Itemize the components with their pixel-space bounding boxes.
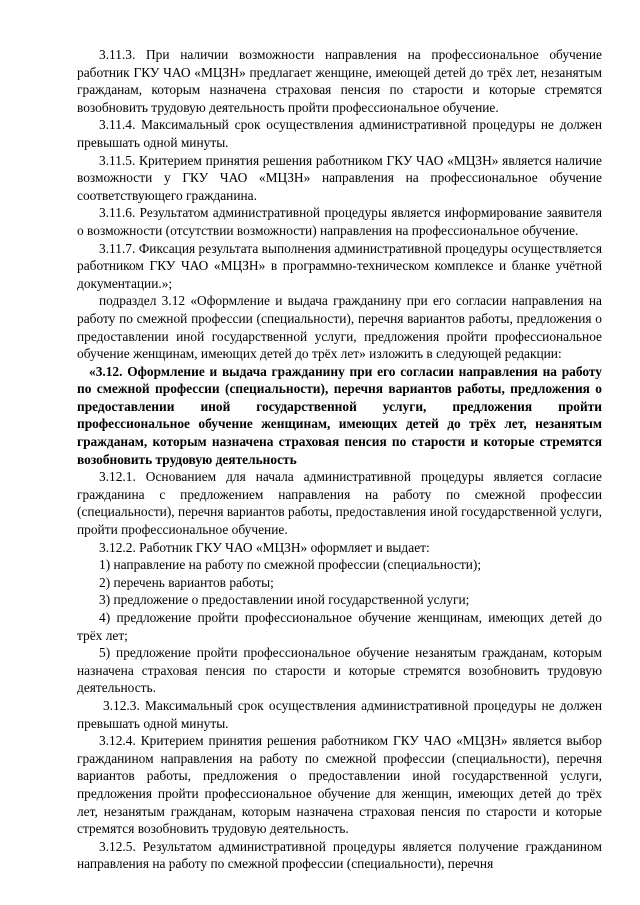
section-heading-3-12: «3.12. Оформление и выдача гражданину при его согласии направления на работу по смежной профессии (специальности), перечня вариантов работы, предложения о предоставлении иной государственной услуги, предложения пройти профессиональное обучение женщинам, имеющих детей до трёх лет, незанятым гражданам, которым назначена страховая пенсия по старости и которые стремятся возобновить трудовую деятельность (77, 363, 602, 467)
document-page (77, 46, 602, 873)
list-item-5: 5) предложение пройти профессиональное обучение незанятым гражданам, которым назначена страховая пенсия по старости и которые стремятся возобновить трудовую деятельность. (77, 645, 602, 696)
paragraph-3-11-4: 3.11.4. Максимальный срок осуществления административной процедуры не должен превышать одной минуты. (77, 117, 602, 150)
paragraph-3-11-6: 3.11.6. Результатом административной процедуры является информирование заявителя о возможности (отсутствии возможности) направления на профессиональное обучение. (77, 205, 602, 238)
list-item-3: 3) предложение о предоставлении иной государственной услуги; (99, 592, 470, 608)
list-item-4: 4) предложение пройти профессиональное обучение женщинам, имеющих детей до трёх лет; (77, 610, 602, 643)
list-item-1: 1) направление на работу по смежной профессии (специальности); (99, 557, 482, 573)
paragraph-3-12-5: 3.12.5. Результатом административной процедуры является получение гражданином направления на работу по смежной профессии (специальности), перечня (77, 838, 602, 872)
paragraph-3-12-2: 3.12.2. Работник ГКУ ЧАО «МЦЗН» оформляет и выдает: (99, 539, 430, 555)
list-item-2: 2) перечень вариантов работы; (99, 574, 274, 590)
paragraph-3-12-1: 3.12.1. Основанием для начала административной процедуры является согласие гражданина с предложением направления на работу по смежной профессии (специальности), перечня вариантов работы, предоставления иной государственной услуги, пройти профессиональное обучение. (77, 469, 602, 538)
paragraph-3-11-3: 3.11.3. При наличии возможности направления на профессиональное обучение работник ГКУ ЧАО «МЦЗН» предлагает женщине, имеющей детей до трёх лет, незанятым гражданам, которым назначена страховая пенсия по старости и которые стремятся возобновить трудовую деятельность пройти профессиональное обучение. (77, 47, 602, 115)
paragraph-3-12-4: 3.12.4. Критерием принятия решения работником ГКУ ЧАО «МЦЗН» является выбор гражданином направления на работу по смежной профессии (специальности), перечня вариантов работы, предложения о предоставлении иной государственной услуги, предложения пройти профессиональное обучение для женщин, имеющих детей до трёх лет, незанятым гражданам, которым назначена страховая пенсия по старости и которые стремятся возобновить трудовую деятельность. (77, 733, 602, 837)
paragraph-3-11-5: 3.11.5. Критерием принятия решения работником ГКУ ЧАО «МЦЗН» является наличие возможности у ГКУ ЧАО «МЦЗН» направления на профессиональное обучение соответствующего гражданина. (77, 152, 602, 203)
paragraph-3-11-7: 3.11.7. Фиксация результата выполнения административной процедуры осуществляется работником ГКУ ЧАО «МЦЗН» в программно-техническом комплексе и бланке учётной документации.»; (77, 240, 602, 291)
paragraph-3-12-3: 3.12.3. Максимальный срок осуществления административной процедуры не должен превышать одной минуты. (77, 697, 602, 731)
paragraph-subsection-3-12-intro: подраздел 3.12 «Оформление и выдача гражданину при его согласии направления на работу по смежной профессии (специальности), перечня вариантов работы, предложения о предоставлении иной государственной услуги, предложения пройти профессиональное обучение женщинам, имеющих детей до трёх лет» изложить в следующей редакции: (77, 293, 602, 362)
